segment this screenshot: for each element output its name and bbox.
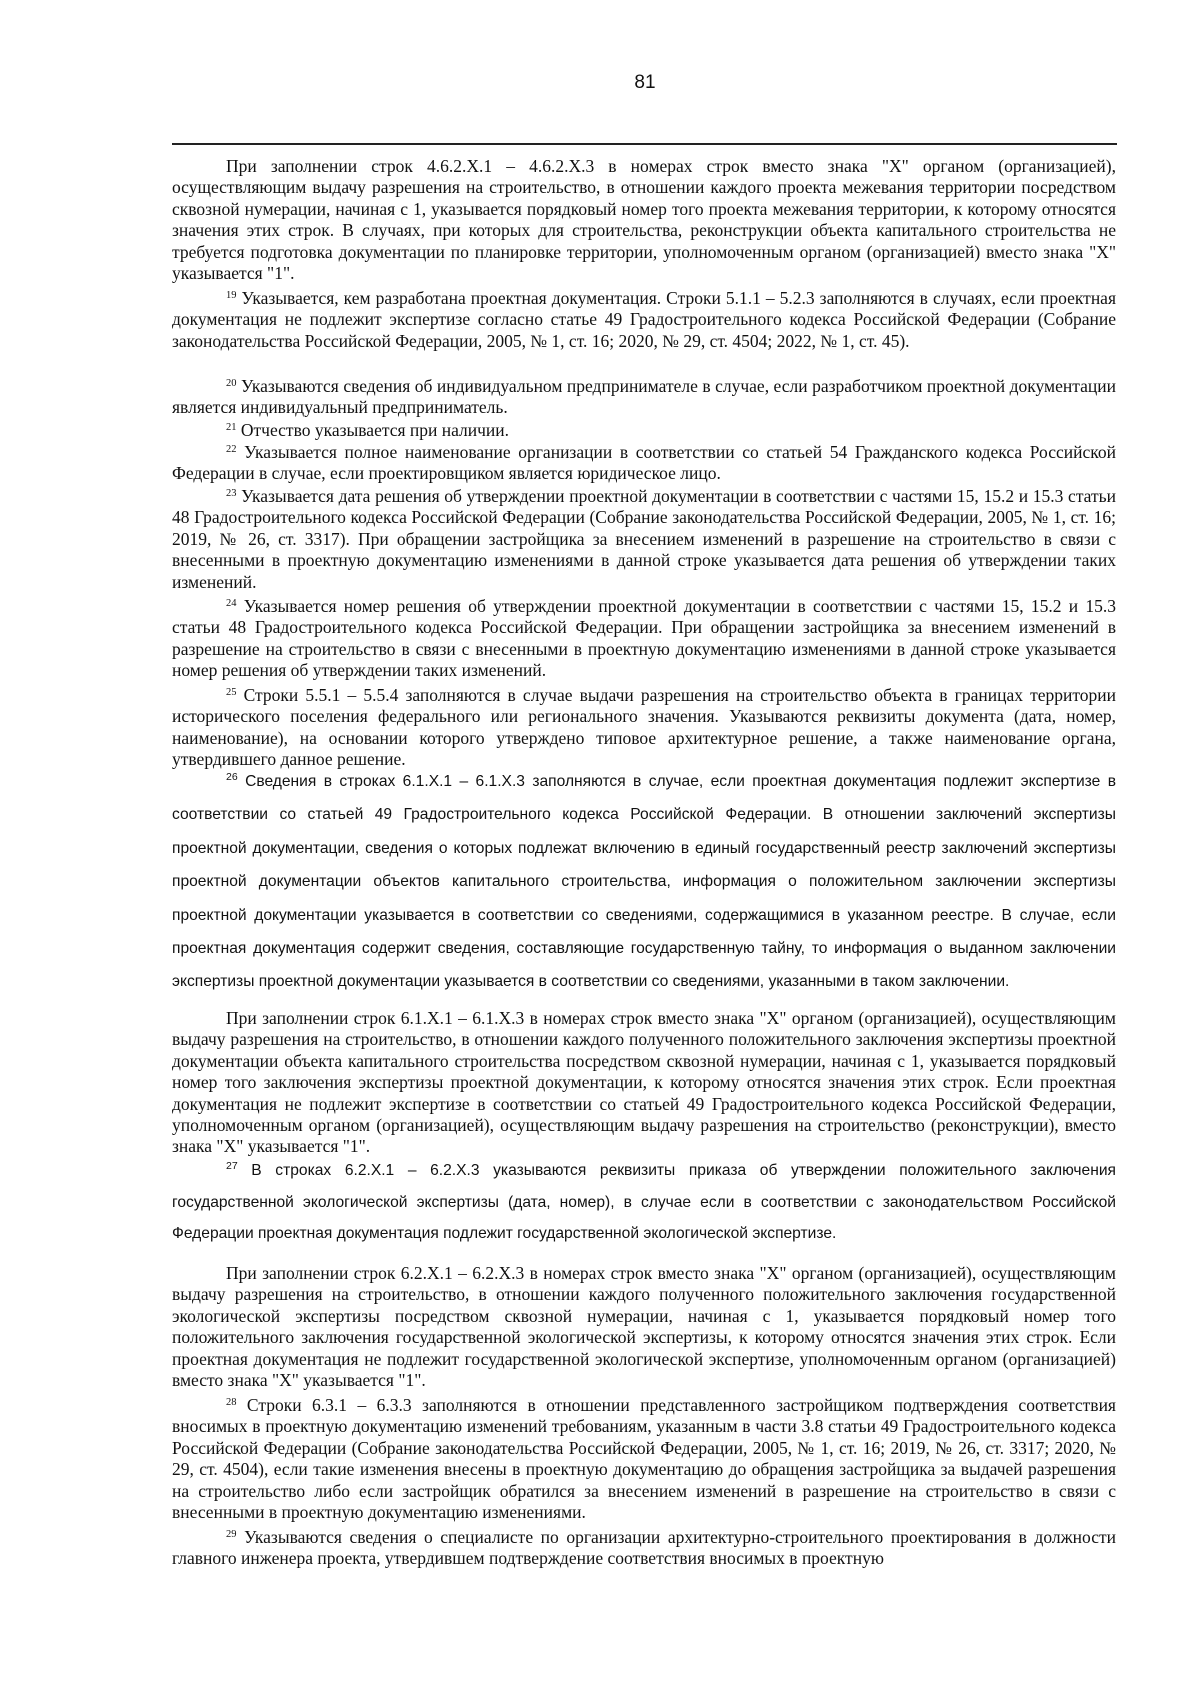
paragraph-fill-rules-6-1 [172,1008,1116,1158]
footnote-25 [172,685,1116,771]
footnote-29 [172,1527,1116,1570]
footnote-text: Отчество указывается при наличии. [236,420,510,440]
footnote-text: Указываются сведения об индивидуальном предпринимателе в случае, если разработчиком проектной документации является индивидуальный предприниматель. [172,376,1116,418]
footnote-26 [172,765,1116,999]
paragraph-text: При заполнении строк 6.1.X.1 – 6.1.X.3 в номерах строк вместо знака "X" органом (организацией), осуществляющим выдачу разрешения на строительство, в отношении каждого полученного положительного заключения экспертизы проектной документации объекта капитального строительства посредством сквозной нумерации, начиная с 1, указывается порядковый номер того заключения экспертизы проектной документации, к которому относятся значения этих строк. Если проектная документация не подлежит экспертизе в соответствии со статьей 49 Градостроительного кодекса Российской Федерации, уполномоченным органом (организацией), осуществляющим выдачу разрешения на строительство (реконструкции), вместо знака "X" указывается "1". [172,1008,1116,1157]
footnote-marker: 28 [226,1397,237,1408]
footnote-24 [172,596,1116,682]
paragraph-fill-rules-4-6-2 [172,156,1116,284]
footnote-marker: 22 [226,444,237,455]
paragraph-text: При заполнении строк 6.2.X.1 – 6.2.X.3 в номерах строк вместо знака "X" органом (организацией), осуществляющим выдачу разрешения на строительство, в отношении каждого полученного положительного заключения государственной экологической экспертизы посредством сквозной нумерации, начиная с 1, указывается порядковый номер того положительного заключения государственной экологической экспертизы, к которому относятся значения этих строк. Если проектная документация не подлежит государственной экологической экспертизе, уполномоченным органом (организацией) вместо знака "X" указывается "1". [172,1263,1116,1391]
footnote-marker: 23 [226,488,237,499]
footnote-marker: 29 [226,1529,237,1540]
footnote-27 [172,1155,1116,1250]
footnote-text: В строках 6.2.X.1 – 6.2.X.3 указываются реквизиты приказа об утверждении положительного заключения государственной экологической экспертизы (дата, номер), в случае если в соответствии с законодательством Российской Федерации проектная документация подлежит государственной экологической экспертизе. [172,1162,1116,1243]
footnote-marker: 24 [226,598,237,609]
footnote-text: Строки 5.5.1 – 5.5.4 заполняются в случае выдачи разрешения на строительство объекта в границах территории исторического поселения федерального или регионального значения. Указываются реквизиты документа (дата, номер, наименование), на основании которого утверждено типовое архитектурное решение, а также наименование органа, утвердившего данное решение. [172,685,1116,770]
footnote-text: Сведения в строках 6.1.X.1 – 6.1.X.3 заполняются в случае, если проектная документация подлежит экспертизе в соответствии со статьей 49 Градостроительного кодекса Российской Федерации. В отношении заключений экспертизы проектной документации, сведения о которых подлежат включению в единый государственный реестр заключений экспертизы проектной документации объектов капитального строительства, информация о положительном заключении экспертизы проектной документации указывается в соответствии со сведениями, содержащимися в указанном реестре. В случае, если проектная документация содержит сведения, составляющие государственную тайну, то информация о выданном заключении экспертизы проектной документации указывается в соответствии со сведениями, указанными в таком заключении. [172,773,1116,991]
footnote-marker: 25 [226,687,237,698]
footnote-text: Строки 6.3.1 – 6.3.3 заполняются в отношении представленного застройщиком подтверждения соответствия вносимых в проектную документацию изменений требованиям, указанным в части 3.8 статьи 49 Градостроительного кодекса Российской Федерации (Собрание законодательства Российской Федерации, 2005, № 1, ст. 16; 2019, № 26, ст. 3317; 2020, № 29, ст. 4504), если такие изменения внесены в проектную документацию до обращения застройщика за выдачей разрешения на строительство либо если застройщик обратился за внесением изменений в разрешение на строительство в связи с внесенными в проектную документацию изменениями. [172,1395,1116,1523]
footnote-text: Указывается, кем разработана проектная документация. Строки 5.1.1 – 5.2.3 заполняются в случаях, если проектная документация не подлежит экспертизе согласно статье 49 Градостроительного кодекса Российской Федерации (Собрание законодательства Российской Федерации, 2005, № 1, ст. 16; 2020, № 29, ст. 4504; 2022, № 1, ст. 45). [172,288,1116,351]
footnote-28 [172,1395,1116,1523]
footnote-23 [172,486,1116,593]
footnote-text: Указывается полное наименование организации в соответствии со статьей 54 Гражданского кодекса Российской Федерации в случае, если проектировщиком является юридическое лицо. [172,442,1116,484]
footnote-marker: 26 [226,771,238,783]
footnote-marker: 21 [226,422,237,433]
paragraph-text: При заполнении строк 4.6.2.X.1 – 4.6.2.X.3 в номерах строк вместо знака "X" органом (организацией), осуществляющим выдачу разрешения на строительство, в отношении каждого проекта межевания территории посредством сквозной нумерации, начиная с 1, указывается порядковый номер того проекта межевания территории, к которому относятся значения этих строк. В случаях, при которых для строительства, реконструкции объекта капитального строительства не требуется подготовка документации по планировке территории, уполномоченным органом (организацией) вместо знака "X" указывается "1". [172,156,1116,284]
footnote-separator [172,143,1117,145]
footnote-text: Указывается номер решения об утверждении проектной документации в соответствии с частями 15, 15.2 и 15.3 статьи 48 Градостроительного кодекса Российской Федерации. При обращении застройщика за внесением изменений в разрешение на строительство в связи с внесенными в проектную документацию изменениями в данной строке указывается номер решения об утверждении таких изменений. [172,596,1116,681]
footnote-22 [172,442,1116,485]
footnote-20 [172,376,1116,419]
footnote-text: Указываются сведения о специалисте по организации архитектурно-строительного проектирования в должности главного инженера проекта, утвердившем подтверждение соответствия вносимых в проектную [172,1527,1116,1569]
footnote-19 [172,288,1116,352]
footnote-21 [172,420,1116,441]
paragraph-fill-rules-6-2 [172,1263,1116,1391]
page-number: 81 [634,72,656,93]
footnote-marker: 27 [226,1160,238,1172]
footnote-marker: 19 [226,290,237,301]
footnote-marker: 20 [226,378,237,389]
footnote-text: Указывается дата решения об утверждении проектной документации в соответствии с частями 15, 15.2 и 15.3 статьи 48 Градостроительного кодекса Российской Федерации (Собрание законодательства Российской Федерации, 2005, № 1, ст. 16; 2019, № 26, ст. 3317). При обращении застройщика за внесением изменений в разрешение на строительство в связи с внесенными в проектную документацию изменениями в данной строке указывается дата решения об утверждении таких изменений. [172,486,1116,592]
